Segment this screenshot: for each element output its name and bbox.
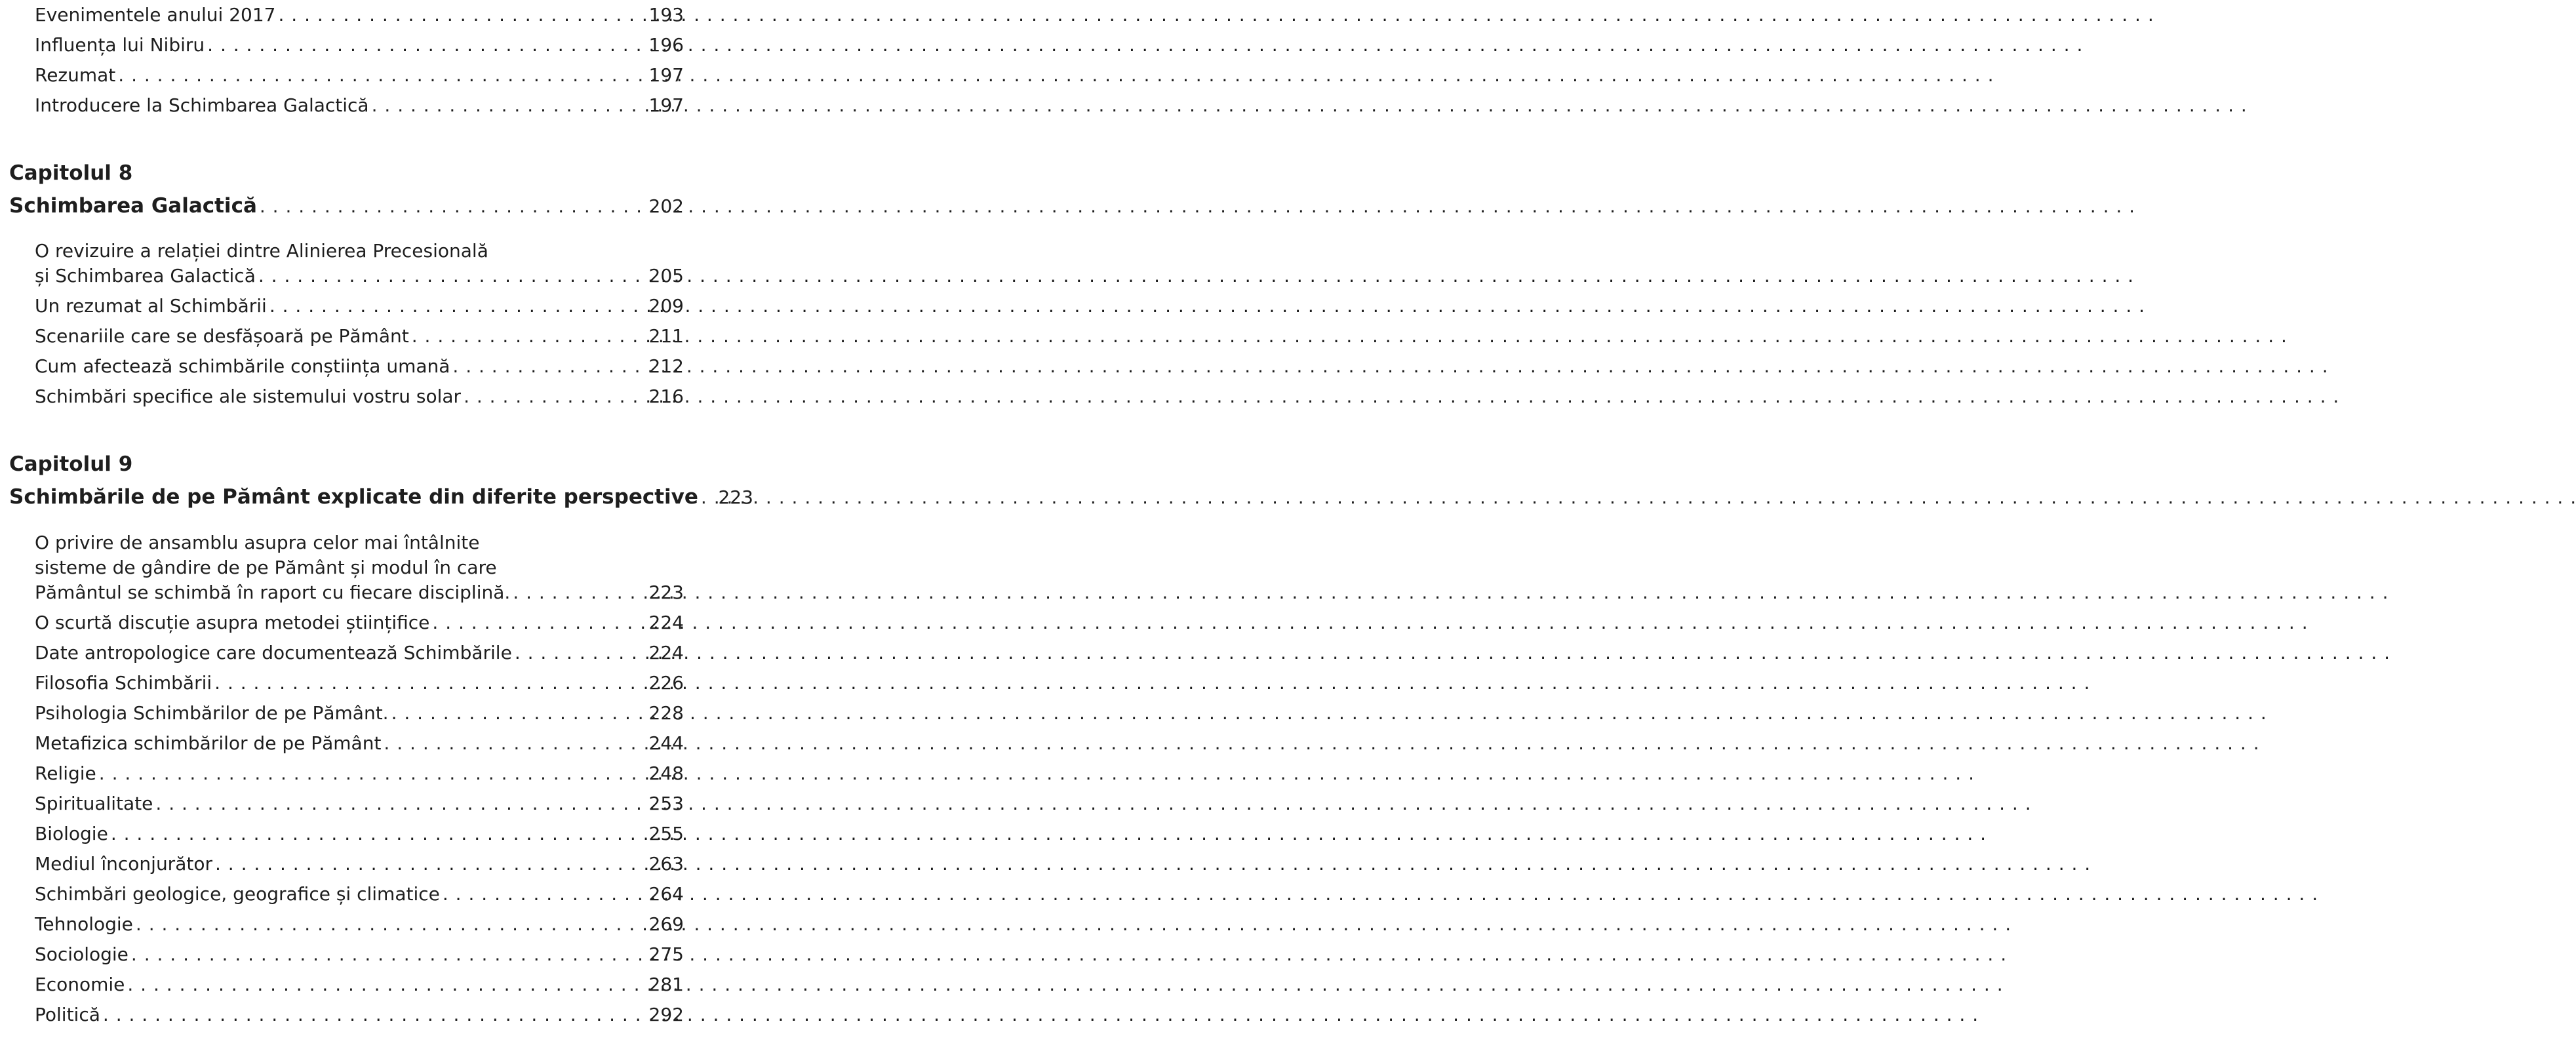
toc-entry-label: și Schimbarea Galactică	[35, 265, 256, 287]
toc-entry-page: 205	[648, 265, 684, 287]
toc-entry-label: Date antropologice care documentează Schimbările	[35, 642, 512, 663]
toc-entry-page: 226	[648, 672, 684, 694]
toc-entry[interactable]	[35, 789, 684, 819]
dot-leader	[214, 668, 638, 698]
toc-entry-page: 264	[648, 883, 684, 905]
dot-leader	[452, 351, 638, 382]
chapter-9-title-block	[9, 481, 753, 513]
toc-entry[interactable]	[35, 909, 684, 940]
toc-entry-page: 216	[648, 386, 684, 407]
toc-entry-page: 248	[648, 762, 684, 784]
toc-entry[interactable]	[35, 351, 684, 382]
toc-entry-label: Psihologia Schimbărilor de pe Pământ.	[35, 702, 389, 724]
toc-entry-page: 263	[648, 853, 684, 875]
dot-leader	[258, 264, 638, 288]
toc-entry[interactable]	[35, 291, 684, 321]
toc-entry	[35, 264, 684, 288]
chapter-9-page: 223	[718, 486, 753, 508]
toc-entry-page: 197	[648, 94, 684, 116]
dot-leader	[131, 940, 638, 970]
toc-entry[interactable]	[35, 728, 684, 759]
chapter-8-title-block	[9, 189, 684, 222]
toc-entry-page: 255	[648, 823, 684, 844]
dot-leader	[515, 638, 638, 668]
toc-entry-label: Metafizica schimbărilor de pe Pământ	[35, 732, 382, 754]
toc-entry[interactable]	[35, 698, 684, 728]
toc-entry-page: 228	[648, 702, 684, 724]
toc-entry[interactable]	[35, 970, 684, 1000]
toc-entry-page: 224	[648, 612, 684, 633]
chapter-9-title: Schimbările de pe Pământ explicate din diferite perspective	[9, 485, 698, 509]
toc-entry-page: 193	[648, 4, 684, 26]
toc-entry-label: Pământul se schimbă în raport cu fiecare disciplină.	[35, 582, 511, 603]
toc-entry[interactable]	[35, 321, 684, 351]
toc-entry-label: Scenariile care se desfășoară pe Pământ	[35, 325, 409, 347]
dot-leader	[384, 728, 638, 759]
dot-leader	[207, 30, 638, 60]
chapter-9-number: Capitolul 9	[9, 452, 133, 476]
chapter-8-multi-entry[interactable]	[35, 239, 684, 288]
toc-entry-label: Economie	[35, 974, 125, 995]
toc-entry[interactable]	[35, 849, 684, 879]
toc-entry[interactable]	[35, 759, 684, 789]
toc-entry-label: Cum afectează schimbările conștiința umană	[35, 355, 450, 377]
toc-entry[interactable]	[35, 819, 684, 849]
toc-entry-label: Evenimentele anului 2017	[35, 4, 276, 26]
dot-leader	[372, 90, 638, 121]
dot-leader	[155, 789, 638, 819]
toc-entry-page: 253	[648, 793, 684, 814]
toc-entry[interactable]	[35, 1000, 684, 1030]
toc-entry[interactable]	[35, 668, 684, 698]
dot-leader	[279, 0, 639, 30]
chapter-8-number: Capitolul 8	[9, 161, 133, 185]
dot-leader	[118, 60, 638, 90]
toc-entry-label: Schimbări geologice, geografice și climatice	[35, 883, 440, 905]
chapter-8-page: 202	[648, 195, 684, 217]
toc-entry-label-line: O revizuire a relației dintre Alinierea Precesională	[35, 240, 488, 262]
dot-leader	[215, 849, 638, 879]
toc-entry-label: Introducere la Schimbarea Galactică	[35, 94, 369, 116]
toc-entry-label: Un rezumat al Schimbării	[35, 295, 267, 317]
toc-entry[interactable]	[35, 382, 684, 412]
toc-entry-page: 269	[648, 913, 684, 935]
toc-entry-label: Tehnologie	[35, 913, 133, 935]
toc-entry[interactable]	[35, 90, 684, 121]
chapter-8-entries	[35, 291, 684, 412]
toc-entry-page: 223	[648, 582, 684, 603]
toc-entry-label: Religie	[35, 762, 96, 784]
dot-leader	[269, 291, 638, 321]
dot-leader	[513, 580, 638, 605]
toc-entry[interactable]	[35, 940, 684, 970]
toc-entry[interactable]	[35, 0, 684, 30]
toc-entry[interactable]	[35, 879, 684, 909]
toc-entry-page: 209	[648, 295, 684, 317]
dot-leader	[136, 909, 638, 940]
toc-entry-page: 281	[648, 974, 684, 995]
toc-entry-label: Spiritualitate	[35, 793, 153, 814]
toc-entry	[35, 580, 684, 605]
toc-entry-label: Politică	[35, 1004, 100, 1025]
toc-entry-page: 211	[648, 325, 684, 347]
toc-entry-page: 275	[648, 943, 684, 965]
dot-leader	[464, 382, 638, 412]
dot-leader	[111, 819, 638, 849]
chapter-8-title-entry[interactable]	[9, 189, 684, 222]
dot-leader	[443, 879, 638, 909]
toc-top-section	[35, 0, 684, 121]
toc-entry[interactable]	[35, 30, 684, 60]
toc-page	[0, 0, 753, 1049]
dot-leader	[432, 608, 638, 638]
dot-leader	[127, 970, 638, 1000]
toc-entry-page: 197	[648, 64, 684, 86]
toc-entry-label-line: sisteme de gândire de pe Pământ și modul în care	[35, 557, 497, 578]
toc-entry[interactable]	[35, 608, 684, 638]
dot-leader	[260, 190, 638, 223]
toc-entry-label: Mediul înconjurător	[35, 853, 212, 875]
chapter-9-entries	[35, 608, 684, 1030]
toc-entry-label: O scurtă discuție asupra metodei științifice	[35, 612, 430, 633]
toc-entry-page: 224	[648, 642, 684, 663]
toc-entry-page: 244	[648, 732, 684, 754]
toc-entry-label: Sociologie	[35, 943, 129, 965]
toc-entry-label: Schimbări specifice ale sistemului vostru solar	[35, 386, 462, 407]
toc-entry-label-line: O privire de ansamblu asupra celor mai întâlnite	[35, 532, 480, 553]
toc-entry-label: Filosofia Schimbării	[35, 672, 212, 694]
toc-entry[interactable]	[35, 638, 684, 668]
dot-leader	[412, 321, 638, 351]
dot-leader	[701, 481, 707, 514]
chapter-8-title: Schimbarea Galactică	[9, 194, 257, 218]
dot-leader	[99, 759, 638, 789]
toc-entry-page: 212	[648, 355, 684, 377]
toc-entry[interactable]	[35, 60, 684, 90]
dot-leader	[391, 698, 638, 728]
toc-entry-page: 196	[648, 34, 684, 56]
toc-entry-page: 292	[648, 1004, 684, 1025]
toc-entry-label: Biologie	[35, 823, 108, 844]
chapter-9-title-entry[interactable]	[9, 481, 753, 513]
toc-entry-label: Influența lui Nibiru	[35, 34, 205, 56]
dot-leader	[103, 1000, 638, 1030]
chapter-9-multi-entry[interactable]	[35, 530, 684, 605]
toc-entry-label: Rezumat	[35, 64, 116, 86]
